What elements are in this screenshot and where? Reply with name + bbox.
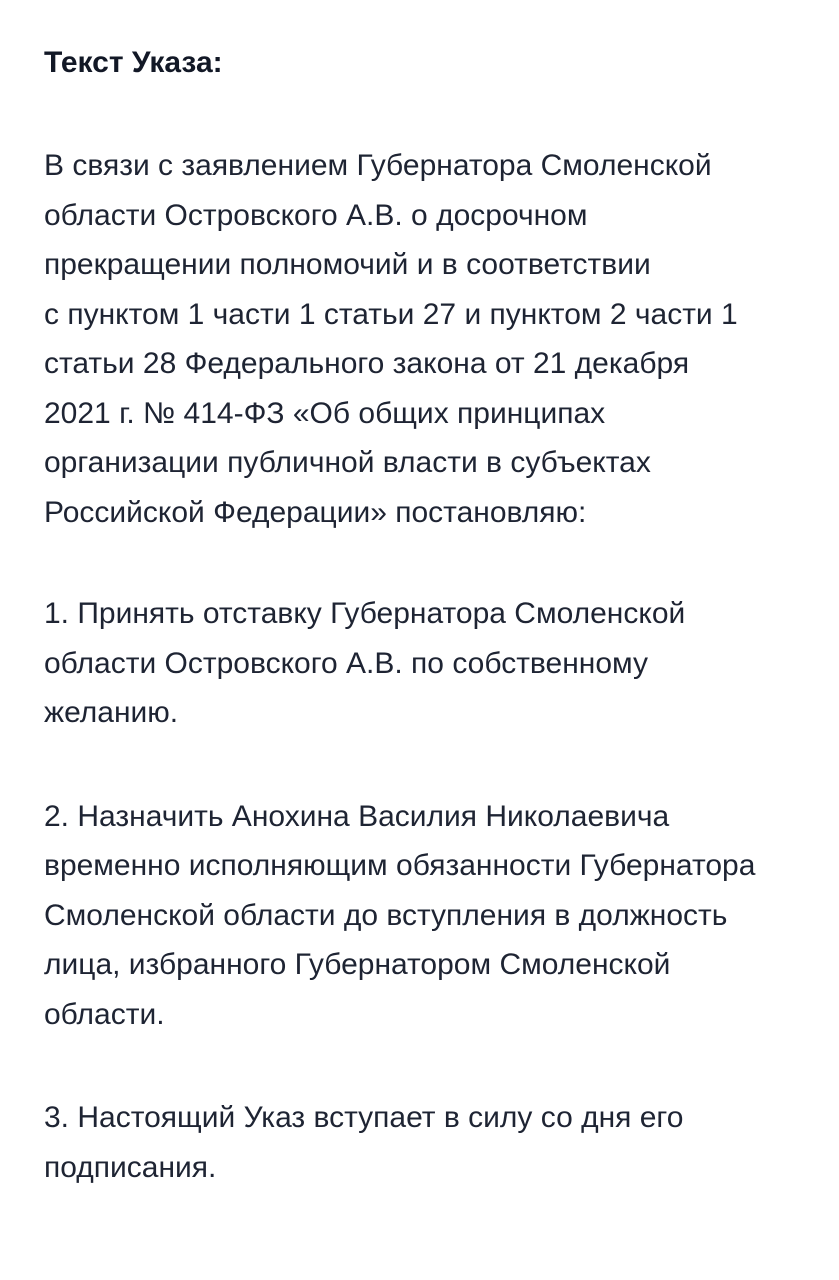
text-line: организации публичной власти в субъектах [44,446,651,479]
text-line: желанию. [44,696,179,729]
decree-item-2 [44,792,824,1040]
text-line: временно исполняющим обязанности Губернатора [44,849,756,882]
text-line: лица, избранного Губернатором Смоленской [44,948,671,981]
text-line: 2. Назначить Анохина Василия Николаевича [44,799,670,833]
document-title: Текст Указа: [44,46,223,79]
text-line: статьи 28 Федерального закона от 21 декабря [44,347,690,380]
text-line: Смоленской области до вступления в должность [44,898,728,932]
text-line: 1. Принять отставку Губернатора Смоленской [44,597,686,630]
text-line: Российской Федерации» постановляю: [44,495,587,529]
text-line: области Островского А.В. по собственному [44,646,648,680]
decree-item-1 [44,589,824,738]
text-line: прекращении полномочий и в соответствии [44,248,651,281]
decree-item-3 [44,1093,824,1192]
text-line: 2021 г. № 414-ФЗ «Об общих принципах [44,396,606,430]
text-line: с пунктом 1 части 1 статьи 27 и пунктом 2 части 1 [44,297,738,331]
text-line: области. [44,997,165,1031]
text-line: области Островского А.В. о досрочном [44,198,588,232]
text-line: подписания. [44,1150,217,1184]
preamble-paragraph [44,141,824,537]
text-line: В связи с заявлением Губернатора Смоленской [44,149,712,182]
decree-document [44,38,824,1192]
text-line: 3. Настоящий Указ вступает в силу со дня его [44,1101,684,1134]
